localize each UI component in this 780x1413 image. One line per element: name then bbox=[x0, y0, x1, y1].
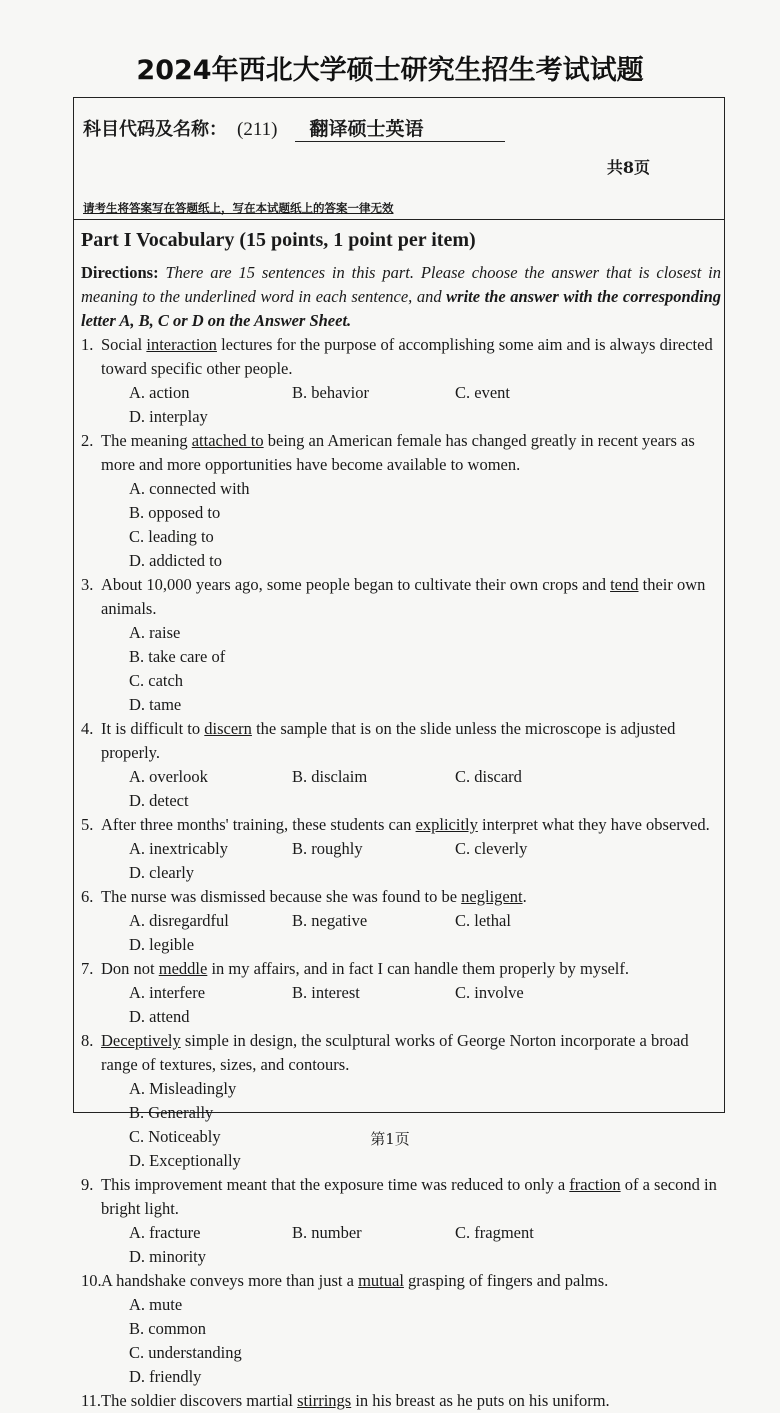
exam-header-box bbox=[74, 98, 724, 220]
answer-option: D. friendly bbox=[129, 1367, 202, 1386]
question-stem bbox=[81, 1029, 721, 1077]
answer-options bbox=[81, 1221, 721, 1269]
question-item bbox=[81, 1173, 721, 1269]
subject-label: 科目代码及名称： bbox=[83, 119, 227, 140]
question-stem bbox=[81, 1269, 721, 1293]
answer-option: A. action bbox=[129, 383, 190, 402]
answer-option: C. event bbox=[455, 383, 510, 402]
question-text-before: After three months' training, these students can bbox=[101, 815, 416, 834]
answer-option: D. detect bbox=[129, 791, 189, 810]
underlined-word: stirrings bbox=[297, 1391, 352, 1410]
answer-option: B. common bbox=[129, 1319, 206, 1338]
underlined-word: tend bbox=[610, 575, 639, 594]
answer-option: C. Noticeably bbox=[129, 1127, 221, 1146]
question-stem bbox=[81, 957, 721, 981]
question-text-after: of a second in bright light. bbox=[101, 1175, 717, 1218]
question-number: 6. bbox=[81, 887, 94, 906]
answer-options bbox=[81, 909, 721, 957]
answer-options bbox=[81, 1077, 721, 1173]
answer-option: D. Exceptionally bbox=[129, 1151, 241, 1170]
answer-option: B. Generally bbox=[129, 1103, 214, 1122]
question-number: 11. bbox=[81, 1391, 102, 1410]
answer-notice: 请考生将答案写在答题纸上，写在本试题纸上的答案一律无效 bbox=[83, 201, 394, 215]
exam-title: 2024年西北大学硕士研究生招生考试试题 bbox=[136, 55, 644, 86]
page-total: 共8页 bbox=[606, 158, 650, 177]
question-text-before: A handshake conveys more than just a bbox=[101, 1271, 359, 1290]
question-text-after: grasping of fingers and palms. bbox=[403, 1271, 609, 1290]
question-stem bbox=[81, 717, 721, 765]
answer-options bbox=[81, 981, 721, 1029]
question-text-after: being an American female has changed greatly in recent years as more and more opportunities have become available to women. bbox=[101, 431, 695, 474]
answer-option: D. legible bbox=[129, 935, 195, 954]
underlined-word: interaction bbox=[146, 335, 217, 354]
question-text-after: lectures for the purpose of accomplishing some aim and is always directed toward specific other people. bbox=[101, 335, 713, 378]
question-text-before: The soldier discovers martial bbox=[101, 1391, 298, 1410]
question-text-before: This improvement meant that the exposure time was reduced to only a bbox=[101, 1175, 570, 1194]
question-list bbox=[81, 333, 721, 1413]
question-stem bbox=[81, 885, 721, 909]
answer-option: D. minority bbox=[129, 1247, 206, 1266]
question-text-before: The meaning bbox=[101, 431, 192, 450]
underlined-word: mutual bbox=[358, 1271, 404, 1290]
question-item bbox=[81, 333, 721, 429]
answer-options bbox=[81, 477, 721, 573]
part-title: Part I Vocabulary (15 points, 1 point per item) bbox=[81, 229, 476, 251]
answer-option: A. Misleadingly bbox=[129, 1079, 237, 1098]
question-stem bbox=[81, 333, 721, 381]
answer-options bbox=[81, 621, 721, 717]
question-number: 7. bbox=[81, 959, 94, 978]
answer-option: D. clearly bbox=[129, 863, 195, 882]
answer-option: C. catch bbox=[129, 671, 184, 690]
question-stem bbox=[81, 429, 721, 477]
question-text-before: About 10,000 years ago, some people began to cultivate their own crops and bbox=[101, 575, 611, 594]
subject-code: (211) bbox=[237, 119, 278, 140]
directions-label: Directions: bbox=[81, 263, 159, 282]
question-text-before: It is difficult to bbox=[101, 719, 205, 738]
answer-option: A. mute bbox=[129, 1295, 183, 1314]
answer-options bbox=[81, 1293, 721, 1389]
answer-option: B. interest bbox=[292, 983, 360, 1002]
subject-line bbox=[83, 114, 505, 142]
answer-option: D. tame bbox=[129, 695, 182, 714]
answer-option: D. attend bbox=[129, 1007, 190, 1026]
underlined-word: Deceptively bbox=[101, 1031, 181, 1050]
answer-option: C. understanding bbox=[129, 1343, 242, 1362]
question-item bbox=[81, 1389, 721, 1413]
answer-option: C. fragment bbox=[455, 1223, 534, 1242]
question-stem bbox=[81, 1173, 721, 1221]
question-number: 9. bbox=[81, 1175, 94, 1194]
answer-option: A. inextricably bbox=[129, 839, 228, 858]
underlined-word: fraction bbox=[569, 1175, 621, 1194]
question-text-after: their own animals. bbox=[101, 575, 706, 618]
answer-option: A. overlook bbox=[129, 767, 208, 786]
subject-name: 翻译硕士英语 bbox=[295, 114, 505, 142]
answer-options bbox=[81, 381, 721, 429]
answer-option: A. disregardful bbox=[129, 911, 229, 930]
answer-option: A. raise bbox=[129, 623, 181, 642]
question-stem bbox=[81, 573, 721, 621]
directions-emphasis: write the answer with the corresponding letter A, B, C or D on the Answer Sheet. bbox=[81, 287, 721, 330]
question-number: 5. bbox=[81, 815, 94, 834]
question-item bbox=[81, 429, 721, 573]
question-number: 4. bbox=[81, 719, 94, 738]
answer-option: C. lethal bbox=[455, 911, 511, 930]
exam-content bbox=[81, 229, 721, 1413]
question-stem bbox=[81, 813, 721, 837]
answer-option: C. leading to bbox=[129, 527, 214, 546]
directions-text: There are 15 sentences in this part. Please choose the answer that is closest in meaning to the underlined word in each sentence, and bbox=[81, 263, 721, 306]
answer-option: B. behavior bbox=[292, 383, 369, 402]
question-text-before: Don not bbox=[101, 959, 159, 978]
answer-option: B. negative bbox=[292, 911, 368, 930]
question-item bbox=[81, 957, 721, 1029]
question-item bbox=[81, 1269, 721, 1389]
answer-option: B. number bbox=[292, 1223, 362, 1242]
question-text-after: . bbox=[522, 887, 527, 906]
answer-option: A. fracture bbox=[129, 1223, 201, 1242]
question-stem bbox=[81, 1389, 721, 1413]
underlined-word: negligent bbox=[461, 887, 523, 906]
underlined-word: attached to bbox=[191, 431, 264, 450]
question-item bbox=[81, 1029, 721, 1173]
question-number: 2. bbox=[81, 431, 94, 450]
underlined-word: discern bbox=[204, 719, 252, 738]
question-text-after: in my affairs, and in fact I can handle them properly by myself. bbox=[207, 959, 630, 978]
question-text-after: the sample that is on the slide unless the microscope is adjusted properly. bbox=[101, 719, 676, 762]
answer-options bbox=[81, 765, 721, 813]
answer-options bbox=[81, 837, 721, 885]
answer-option: B. take care of bbox=[129, 647, 226, 666]
directions bbox=[81, 261, 721, 333]
answer-option: B. roughly bbox=[292, 839, 363, 858]
answer-option: A. connected with bbox=[129, 479, 250, 498]
question-number: 8. bbox=[81, 1031, 94, 1050]
underlined-word: meddle bbox=[158, 959, 208, 978]
answer-option: D. addicted to bbox=[129, 551, 223, 570]
question-text-before: The nurse was dismissed because she was found to be bbox=[101, 887, 462, 906]
answer-option: C. discard bbox=[455, 767, 522, 786]
answer-option: D. interplay bbox=[129, 407, 208, 426]
answer-option: C. cleverly bbox=[455, 839, 528, 858]
answer-option: B. opposed to bbox=[129, 503, 221, 522]
question-text-after: in his breast as he puts on his uniform. bbox=[351, 1391, 610, 1410]
question-number: 3. bbox=[81, 575, 94, 594]
question-item bbox=[81, 885, 721, 957]
answer-option: C. involve bbox=[455, 983, 524, 1002]
question-item bbox=[81, 717, 721, 813]
answer-option: B. disclaim bbox=[292, 767, 368, 786]
page-number: 第1页 bbox=[370, 1130, 410, 1148]
question-item bbox=[81, 573, 721, 717]
question-item bbox=[81, 813, 721, 885]
underlined-word: explicitly bbox=[415, 815, 478, 834]
question-text-after: interpret what they have observed. bbox=[477, 815, 710, 834]
question-number: 10. bbox=[81, 1271, 102, 1290]
question-text-after: simple in design, the sculptural works of George Norton incorporate a broad range of textures, sizes, and contours. bbox=[101, 1031, 689, 1074]
question-number: 1. bbox=[81, 335, 94, 354]
question-text-before: Social bbox=[101, 335, 147, 354]
answer-option: A. interfere bbox=[129, 983, 206, 1002]
